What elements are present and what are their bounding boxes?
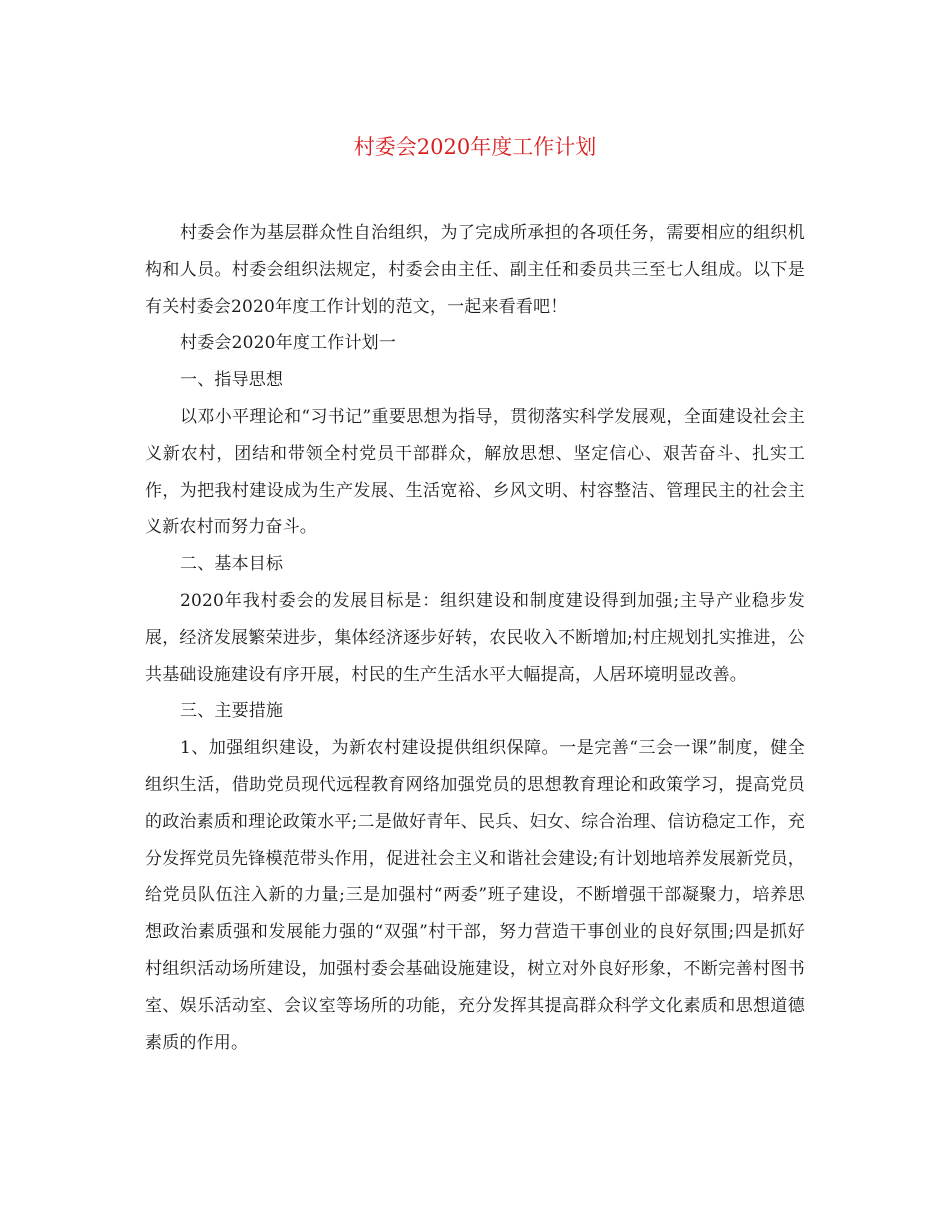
intro-paragraph: 村委会作为基层群众性自治组织，为了完成所承担的各项任务，需要相应的组织机构和人员。村委会组织法规定，村委会由主任、副主任和委员共三至七人组成。以下是有关村委会2020年度工作计划的范文，一起来看看吧！ xyxy=(145,223,805,317)
document-title: 村委会2020年度工作计划 xyxy=(353,135,597,159)
plan-heading: 村委会2020年度工作计划一 xyxy=(180,333,397,354)
main-measures-paragraph: 1、加强组织建设，为新农村建设提供组织保障。一是完善“三会一课”制度，健全组织生活，借助党员现代远程教育网络加强党员的思想教育理论和政策学习，提高党员的政治素质和理论政策水平;二是做好青年、民兵、妇女、综合治理、信访稳定工作，充分发挥党员先锋模范带头作用，促进社会主义和谐社会建设;有计划地培养发展新党员，给党员队伍注入新的力量;三是加强村“两委”班子建设，不断增强干部凝聚力，培养思想政治素质强和发展能力强的“双强”村干部，努力营造干事创业的良好氛围;四是抓好村组织活动场所建设，加强村委会基础设施建设，树立对外良好形象，不断完善村图书室、娱乐活动室、会议室等场所的功能，充分发挥其提高群众科学文化素质和思想道德素质的作用。 xyxy=(145,738,805,1053)
section-heading-guiding-ideology: 一、指导思想 xyxy=(180,370,284,391)
document-body xyxy=(145,215,805,1061)
basic-goals-paragraph: 2020年我村委会的发展目标是：组织建设和制度建设得到加强;主导产业稳步发展，经济发展繁荣进步，集体经济逐步好转，农民收入不断增加;村庄规划扎实推进，公共基础设施建设有序开展，村民的生产生活水平大幅提高，人居环境明显改善。 xyxy=(145,590,805,685)
guiding-ideology-paragraph: 以邓小平理论和“习书记”重要思想为指导，贯彻落实科学发展观，全面建设社会主义新农村，团结和带领全村党员干部群众，解放思想、坚定信心、艰苦奋斗、扎实工作，为把我村建设成为生产发展、生活宽裕、乡风文明、村容整洁、管理民主的社会主义新农村而努力奋斗。 xyxy=(145,406,805,538)
section-heading-basic-goals: 二、基本目标 xyxy=(180,554,284,575)
section-heading-main-measures: 三、主要措施 xyxy=(180,701,284,722)
